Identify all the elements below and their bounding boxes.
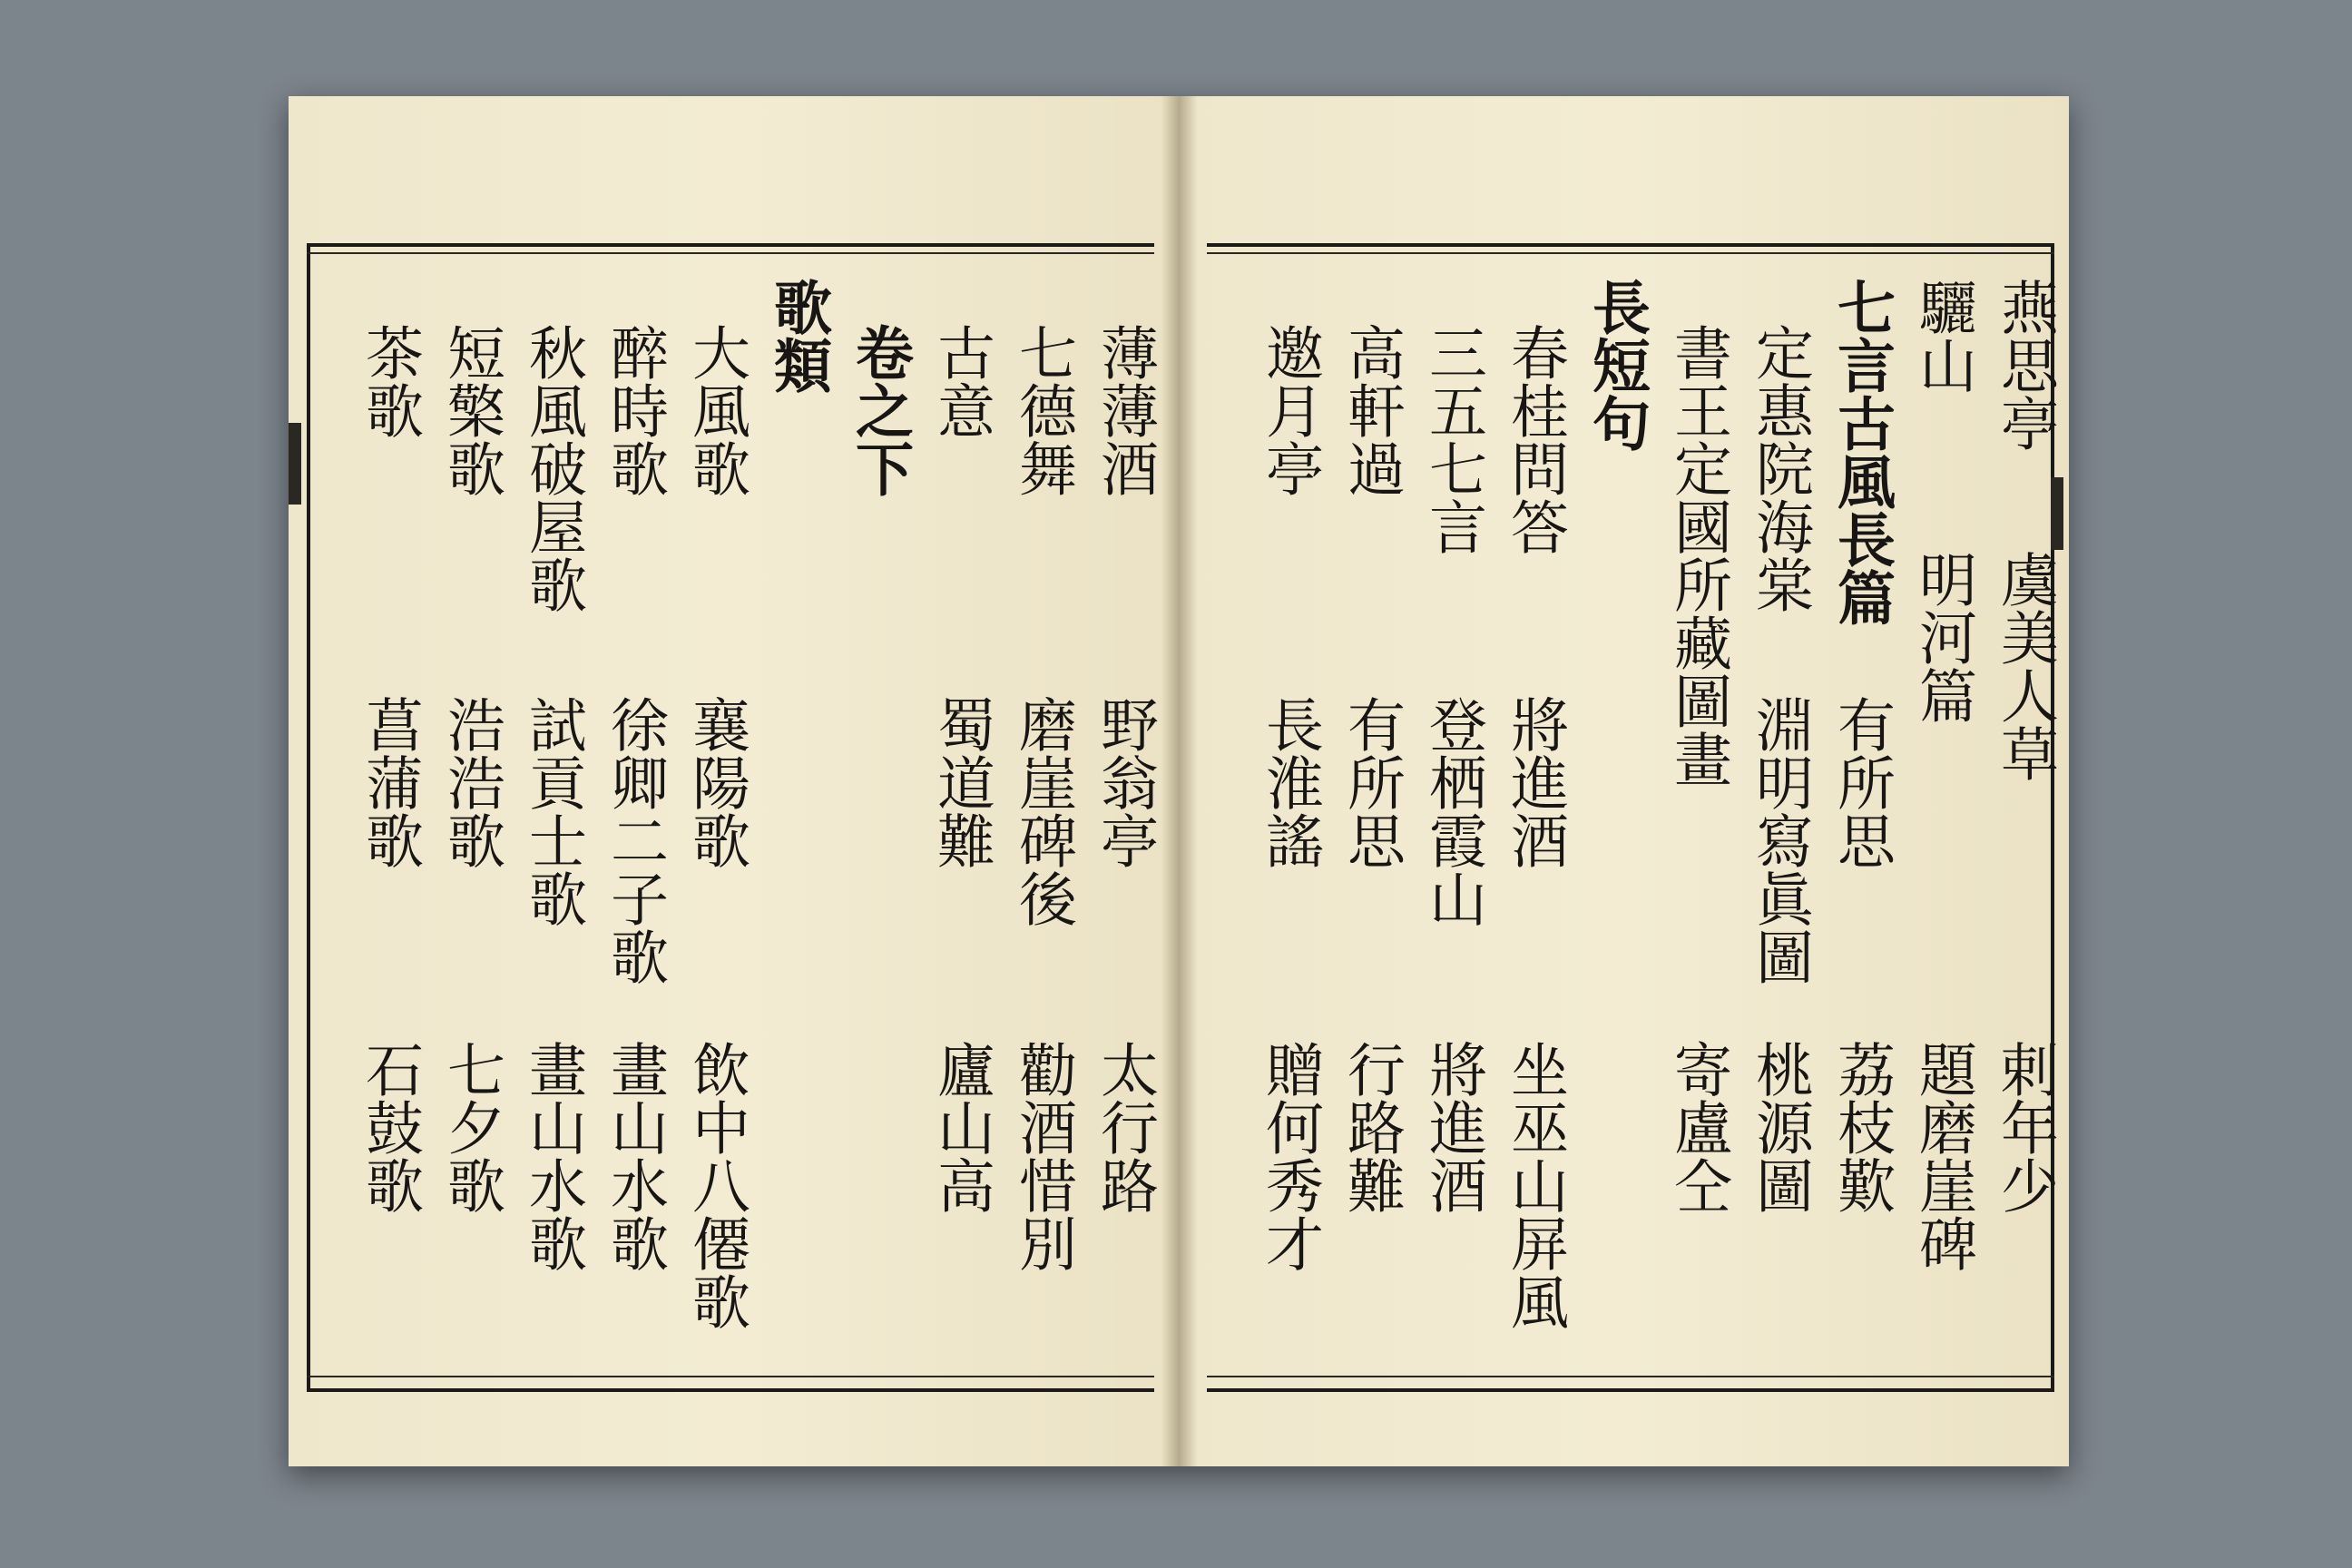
toc-entry: 登栖霞山 <box>1419 695 1486 927</box>
toc-entry: 春桂問答 <box>1501 323 1568 555</box>
spine-mark <box>2051 477 2063 550</box>
toc-entry: 有所思 <box>1338 695 1405 869</box>
toc-entry: 題磨崖碑 <box>1909 1040 1976 1272</box>
toc-entry: 定惠院海棠 <box>1746 323 1813 613</box>
toc-entry: 驪山 <box>1909 278 1976 394</box>
toc-entry: 寄盧仝 <box>1664 1040 1731 1214</box>
toc-entry: 徐卿二子歌 <box>601 695 668 985</box>
section-heading: 歌類 <box>764 278 832 394</box>
toc-entry: 明河篇 <box>1909 550 1976 724</box>
toc-entry: 桃源圖 <box>1746 1040 1813 1214</box>
section-heading: 七言古風長篇 <box>1828 278 1896 626</box>
volume-heading: 卷之下 <box>846 323 914 497</box>
toc-entry: 淵明寫眞圖 <box>1746 695 1813 985</box>
spine-mark <box>289 423 301 505</box>
book-gutter <box>1161 96 1198 1466</box>
toc-entry: 短檠歌 <box>437 323 505 497</box>
toc-entry: 畫山水歌 <box>519 1040 586 1272</box>
toc-entry: 菖蒲歌 <box>356 695 423 869</box>
right-page <box>1180 96 2069 1466</box>
toc-entry: 剌年少 <box>1991 1040 2058 1214</box>
toc-entry: 畫山水歌 <box>601 1040 668 1272</box>
toc-entry: 古意 <box>927 323 995 439</box>
toc-entry: 七德舞 <box>1009 323 1076 497</box>
toc-entry: 邀月亭 <box>1256 323 1323 497</box>
toc-entry: 長淮謠 <box>1256 695 1323 869</box>
section-heading: 長短句 <box>1583 278 1651 452</box>
toc-entry: 將進酒 <box>1501 695 1568 869</box>
toc-entry: 茶歌 <box>356 323 423 439</box>
open-book <box>289 96 2069 1466</box>
toc-entry: 廬山高 <box>927 1040 995 1214</box>
toc-entry: 襄陽歌 <box>682 695 750 869</box>
toc-entry: 浩浩歌 <box>437 695 505 869</box>
toc-entry: 薄薄酒 <box>1091 323 1158 497</box>
toc-entry: 勸酒惜別 <box>1009 1040 1076 1272</box>
toc-entry: 醉時歌 <box>601 323 668 497</box>
toc-entry: 飲中八僊歌 <box>682 1040 750 1330</box>
toc-entry: 燕思亭 <box>1991 278 2058 452</box>
toc-entry: 高軒過 <box>1338 323 1405 497</box>
toc-entry: 書王定國所藏圖畫 <box>1664 323 1731 788</box>
toc-entry: 贈何秀才 <box>1256 1040 1323 1272</box>
left-page <box>289 96 1176 1466</box>
toc-entry: 將進酒 <box>1419 1040 1486 1214</box>
toc-entry: 秋風破屋歌 <box>519 323 586 613</box>
toc-entry: 坐巫山屏風 <box>1501 1040 1568 1330</box>
toc-entry: 試貢士歌 <box>519 695 586 927</box>
toc-entry: 七夕歌 <box>437 1040 505 1214</box>
toc-entry: 石鼓歌 <box>356 1040 423 1214</box>
toc-entry: 行路難 <box>1338 1040 1405 1214</box>
toc-entry: 野翁亭 <box>1091 695 1158 869</box>
toc-entry: 太行路 <box>1091 1040 1158 1214</box>
toc-entry: 有所思 <box>1828 695 1895 869</box>
toc-entry: 蜀道難 <box>927 695 995 869</box>
toc-entry: 虞美人草 <box>1991 550 2058 782</box>
toc-entry: 三五七言 <box>1419 323 1486 555</box>
toc-entry: 荔枝歎 <box>1828 1040 1895 1214</box>
toc-entry: 大風歌 <box>682 323 750 497</box>
toc-entry: 磨崖碑後 <box>1009 695 1076 927</box>
